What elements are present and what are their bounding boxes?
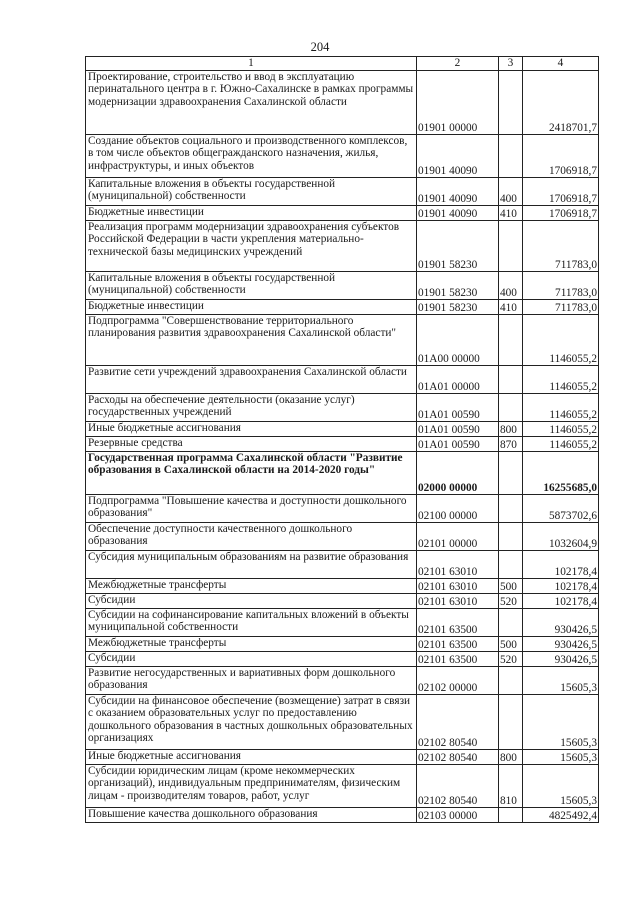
header-col-2: 2 [417, 57, 499, 71]
row-code: 01901 40090 [417, 206, 499, 221]
row-code: 02101 63500 [417, 609, 499, 637]
row-name: Бюджетные инвестиции [86, 206, 417, 221]
row-expense-type [499, 135, 523, 178]
row-amount: 102178,4 [523, 594, 599, 609]
row-name: Иные бюджетные ассигнования [86, 750, 417, 765]
row-expense-type [499, 551, 523, 579]
table-row [86, 135, 599, 178]
row-name: Межбюджетные трансферты [86, 637, 417, 652]
row-amount: 15605,3 [523, 765, 599, 808]
row-amount: 930426,5 [523, 637, 599, 652]
row-amount: 16255685,0 [523, 452, 599, 495]
row-expense-type: 870 [499, 437, 523, 452]
row-code: 01901 58230 [417, 300, 499, 315]
row-expense-type: 400 [499, 272, 523, 300]
table-row [86, 366, 599, 394]
table-row [86, 750, 599, 765]
row-expense-type: 500 [499, 637, 523, 652]
row-expense-type [499, 609, 523, 637]
row-name: Создание объектов социального и производственного комплексов, в том числе объектов общегражданского назначения, жилья, инфраструктуры, и иных объектов [86, 135, 417, 178]
row-expense-type [499, 808, 523, 823]
row-code: 02102 00000 [417, 667, 499, 695]
row-code: 02102 80540 [417, 750, 499, 765]
row-name: Бюджетные инвестиции [86, 300, 417, 315]
row-amount: 711783,0 [523, 300, 599, 315]
row-name: Обеспечение доступности качественного дошкольного образования [86, 523, 417, 551]
table-row [86, 652, 599, 667]
row-code: 02101 63500 [417, 637, 499, 652]
row-code: 02101 63010 [417, 551, 499, 579]
row-expense-type: 410 [499, 300, 523, 315]
row-code: 02101 63010 [417, 594, 499, 609]
table-row [86, 667, 599, 695]
table-row [86, 221, 599, 272]
row-expense-type [499, 523, 523, 551]
table-row [86, 695, 599, 750]
row-code: 02101 63500 [417, 652, 499, 667]
table-row [86, 71, 599, 135]
table-row [86, 523, 599, 551]
row-code: 01901 00000 [417, 71, 499, 135]
row-expense-type: 800 [499, 422, 523, 437]
table-row [86, 422, 599, 437]
row-amount: 15605,3 [523, 695, 599, 750]
row-amount: 2418701,7 [523, 71, 599, 135]
row-name: Субсидии на софинансирование капитальных вложений в объекты муниципальной собственности [86, 609, 417, 637]
table-header-row [86, 57, 599, 71]
row-amount: 102178,4 [523, 579, 599, 594]
row-amount: 1706918,7 [523, 135, 599, 178]
table-row [86, 551, 599, 579]
table-row [86, 808, 599, 823]
table-row [86, 206, 599, 221]
page-number: 204 [310, 40, 330, 54]
row-expense-type [499, 221, 523, 272]
row-code: 02000 00000 [417, 452, 499, 495]
table-row [86, 637, 599, 652]
row-code: 02100 00000 [417, 495, 499, 523]
row-expense-type: 500 [499, 579, 523, 594]
row-name: Проектирование, строительство и ввод в эксплуатацию перинатального центра в г. Южно-Сахалинске в рамках программы модернизации здравоохранения Сахалинской области [86, 71, 417, 135]
row-code: 01А00 00000 [417, 315, 499, 366]
row-code: 02102 80540 [417, 765, 499, 808]
header-col-4: 4 [523, 57, 599, 71]
row-code: 02103 00000 [417, 808, 499, 823]
row-amount: 1146055,2 [523, 315, 599, 366]
row-amount: 1146055,2 [523, 366, 599, 394]
row-code: 01901 58230 [417, 272, 499, 300]
row-name: Подпрограмма "Совершенствование территориального планирования развития здравоохранения Сахалинской области" [86, 315, 417, 366]
row-amount: 1146055,2 [523, 437, 599, 452]
table-row [86, 272, 599, 300]
row-code: 01901 40090 [417, 178, 499, 206]
row-code: 02101 63010 [417, 579, 499, 594]
row-expense-type [499, 315, 523, 366]
row-amount: 4825492,4 [523, 808, 599, 823]
row-expense-type: 400 [499, 178, 523, 206]
table-row [86, 765, 599, 808]
row-expense-type: 520 [499, 652, 523, 667]
table-row [86, 394, 599, 422]
row-amount: 15605,3 [523, 667, 599, 695]
table-row [86, 437, 599, 452]
table-row [86, 452, 599, 495]
row-code: 01901 58230 [417, 221, 499, 272]
row-name: Расходы на обеспечение деятельности (оказание услуг) государственных учреждений [86, 394, 417, 422]
row-expense-type [499, 667, 523, 695]
row-name: Капитальные вложения в объекты государственной (муниципальной) собственности [86, 178, 417, 206]
table-row [86, 594, 599, 609]
row-amount: 930426,5 [523, 652, 599, 667]
row-expense-type: 810 [499, 765, 523, 808]
row-amount: 5873702,6 [523, 495, 599, 523]
row-name: Субсидия муниципальным образованиям на развитие образования [86, 551, 417, 579]
row-name: Иные бюджетные ассигнования [86, 422, 417, 437]
table-row [86, 300, 599, 315]
row-amount: 1706918,7 [523, 206, 599, 221]
row-name: Развитие сети учреждений здравоохранения Сахалинской области [86, 366, 417, 394]
row-amount: 1146055,2 [523, 422, 599, 437]
row-name: Государственная программа Сахалинской области "Развитие образования в Сахалинской области на 2014-2020 годы" [86, 452, 417, 495]
row-amount: 711783,0 [523, 272, 599, 300]
row-expense-type: 520 [499, 594, 523, 609]
row-expense-type [499, 695, 523, 750]
table-row [86, 495, 599, 523]
row-name: Субсидии [86, 594, 417, 609]
header-col-3: 3 [499, 57, 523, 71]
row-name: Реализация программ модернизации здравоохранения субъектов Российской Федерации в части укрепления материально-технической базы медицинских учреждений [86, 221, 417, 272]
row-name: Капитальные вложения в объекты государственной (муниципальной) собственности [86, 272, 417, 300]
row-code: 01А01 00000 [417, 366, 499, 394]
row-code: 01А01 00590 [417, 394, 499, 422]
header-col-1: 1 [86, 57, 417, 71]
table-row [86, 609, 599, 637]
row-code: 02102 80540 [417, 695, 499, 750]
row-amount: 930426,5 [523, 609, 599, 637]
row-expense-type: 800 [499, 750, 523, 765]
row-name: Подпрограмма "Повышение качества и доступности дошкольного образования" [86, 495, 417, 523]
row-name: Развитие негосударственных и вариативных форм дошкольного образования [86, 667, 417, 695]
row-expense-type [499, 452, 523, 495]
row-expense-type [499, 71, 523, 135]
row-name: Субсидии юридическим лицам (кроме некоммерческих организаций), индивидуальным предпринимателям, физическим лицам - производителям товаров, работ, услуг [86, 765, 417, 808]
row-name: Субсидии [86, 652, 417, 667]
row-name: Повышение качества дошкольного образования [86, 808, 417, 823]
row-amount: 15605,3 [523, 750, 599, 765]
row-expense-type [499, 495, 523, 523]
row-code: 02101 00000 [417, 523, 499, 551]
row-expense-type [499, 394, 523, 422]
row-amount: 1706918,7 [523, 178, 599, 206]
row-name: Субсидии на финансовое обеспечение (возмещение) затрат в связи с оказанием образовательных услуг по предоставлению дошкольного образования в частных дошкольных образовательных организациях [86, 695, 417, 750]
row-code: 01901 40090 [417, 135, 499, 178]
row-expense-type [499, 366, 523, 394]
row-expense-type: 410 [499, 206, 523, 221]
table-row [86, 579, 599, 594]
row-code: 01А01 00590 [417, 437, 499, 452]
row-name: Резервные средства [86, 437, 417, 452]
row-amount: 711783,0 [523, 221, 599, 272]
row-amount: 1146055,2 [523, 394, 599, 422]
row-amount: 102178,4 [523, 551, 599, 579]
row-amount: 1032604,9 [523, 523, 599, 551]
row-code: 01А01 00590 [417, 422, 499, 437]
table-row [86, 178, 599, 206]
row-name: Межбюджетные трансферты [86, 579, 417, 594]
table-row [86, 315, 599, 366]
budget-table [85, 56, 599, 823]
